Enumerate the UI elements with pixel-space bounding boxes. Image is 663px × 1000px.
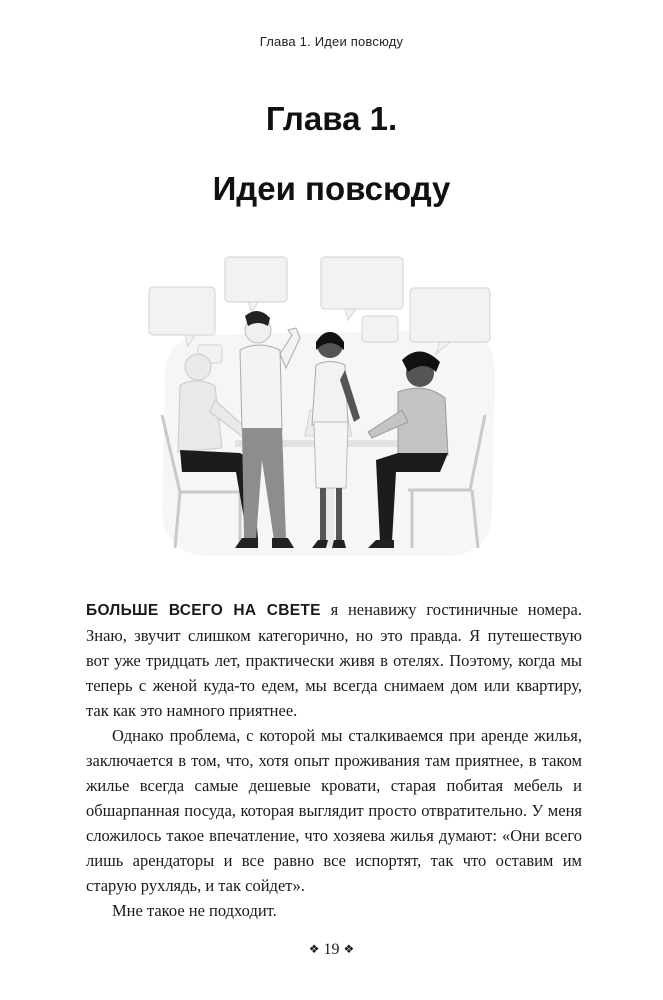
page-number (0, 941, 663, 959)
paragraph-2: Однако проблема, с которой мы сталкиваемся при аренде жилья, заключается в том, что, хотя опыт проживания там приятнее, в таком жилье всегда самые дешевые кровати, старая побитая мебель и обшарпанная посуда, которая выглядит просто отвратительно. У меня сложилось такое впечатление, что хозяева жилья думают: «Они всего лишь арендаторы и все равно все испортят, так что оставим им старую рухлядь, и так сойдет». (86, 726, 582, 895)
chapter-title: Идеи повсюду (212, 170, 451, 207)
running-head: Глава 1. Идеи повсюду (259, 34, 404, 49)
people-at-table-illustration (140, 250, 515, 562)
paragraph-1-text: я ненавижу гостиничные номера. Знаю, звучит слишком категорично, но это правда. Я путешествую вот уже тридцать лет, практически живя в отелях. Поэтому, когда мы теперь с женой куда-то едем, мы всегда снимаем дом или квартиру, так как это намного приятнее. (86, 600, 583, 720)
paragraph-3: Мне такое не подходит. (112, 901, 277, 920)
paragraph-1 (86, 597, 582, 723)
body-text (86, 597, 582, 923)
chapter-number: Глава 1. (265, 100, 398, 137)
ornament-left-icon: ❖ (308, 942, 320, 956)
ornament-right-icon: ❖ (343, 942, 355, 956)
page-number-text: 19 (323, 941, 340, 958)
lead-in: БОЛЬШЕ ВСЕГО НА СВЕТЕ (86, 602, 321, 619)
